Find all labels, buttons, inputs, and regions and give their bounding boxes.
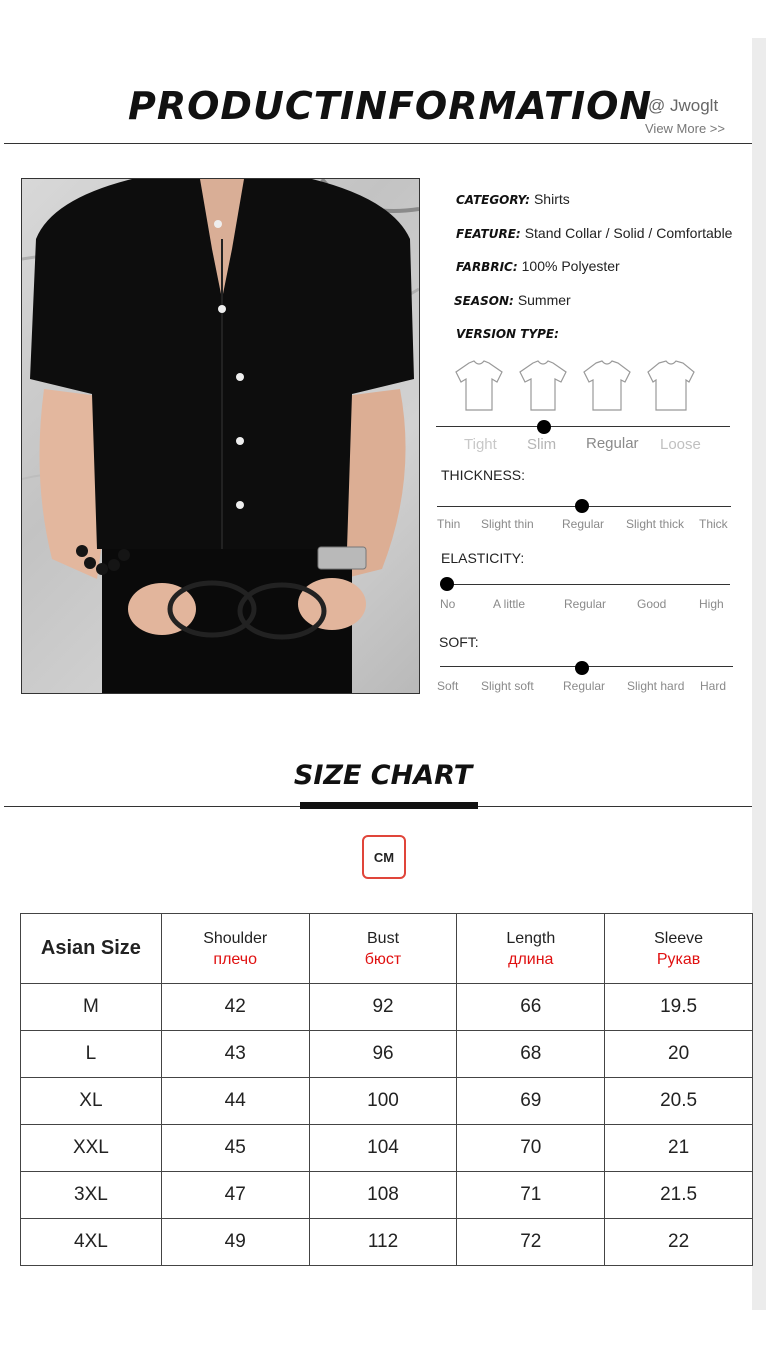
header-length: Length длина [457,914,605,984]
tshirt-icon [646,360,696,417]
tshirt-icon [454,360,504,417]
view-more-link[interactable]: View More >> [645,121,725,136]
bust-cell: 108 [309,1172,457,1219]
tshirt-icon [518,360,568,417]
info-version-type: VERSION TYPE: [456,327,559,341]
sleeve-cell: 20 [605,1031,753,1078]
info-feature: FEATURE: Stand Collar / Solid / Comfortable [456,225,733,241]
soft-option-regular: Regular [563,679,606,693]
length-cell: 68 [457,1031,605,1078]
thickness-option-slight-thick: Slight thick [626,517,685,531]
bust-cell: 96 [309,1031,457,1078]
shoulder-cell: 49 [161,1219,309,1266]
bust-cell: 92 [309,984,457,1031]
size-cell: L [21,1031,162,1078]
elasticity-selected-marker[interactable] [440,577,454,591]
thickness-title: THICKNESS: [441,467,526,483]
thickness-option-regular: Regular [562,517,605,531]
product-photo [21,178,420,694]
header-sleeve: Sleeve Рукав [605,914,753,984]
size-table [20,913,753,1266]
sleeve-cell: 20.5 [605,1078,753,1125]
size-cell: XL [21,1078,162,1125]
version-option-regular: Regular [586,435,639,452]
header-asian-size: Asian Size [21,914,162,984]
bust-cell: 104 [309,1125,457,1172]
sleeve-cell: 21.5 [605,1172,753,1219]
version-option-slim: Slim [527,436,557,453]
elasticity-option-a-little: A little [493,597,526,611]
title-word-information: INFORMATION [340,84,653,128]
elasticity-option-good: Good [637,597,667,611]
size-chart-title: SIZE CHART [293,760,473,791]
version-scale-line [436,426,730,427]
table-row [21,984,753,1031]
elasticity-option-no: No [440,597,456,611]
elasticity-scale-line [440,584,730,585]
soft-option-slight-hard: Slight hard [627,679,685,693]
sleeve-cell: 19.5 [605,984,753,1031]
length-cell: 66 [457,984,605,1031]
shoulder-cell: 47 [161,1172,309,1219]
thickness-selected-marker[interactable] [575,499,589,513]
shoulder-cell: 42 [161,984,309,1031]
soft-title: SOFT: [439,634,479,650]
table-row [21,1031,753,1078]
header-divider [4,143,752,144]
version-selected-marker[interactable] [537,420,551,434]
soft-selected-marker[interactable] [575,661,589,675]
length-cell: 71 [457,1172,605,1219]
table-row [21,1219,753,1266]
info-fabric: FARBRIC: 100% Polyester [456,258,620,274]
bust-cell: 112 [309,1219,457,1266]
size-cell: 4XL [21,1219,162,1266]
table-row [21,1172,753,1219]
info-category: CATEGORY: Shirts [456,191,570,207]
length-cell: 72 [457,1219,605,1266]
shirt-model-image [22,179,419,693]
elasticity-option-high: High [699,597,724,611]
shoulder-cell: 44 [161,1078,309,1125]
elasticity-option-regular: Regular [564,597,607,611]
size-cell: XXL [21,1125,162,1172]
tshirt-icon [582,360,632,417]
sleeve-cell: 21 [605,1125,753,1172]
shoulder-cell: 45 [161,1125,309,1172]
thickness-option-slight-thin: Slight thin [481,517,534,531]
size-cell: M [21,984,162,1031]
header-shoulder: Shoulder плечо [161,914,309,984]
unit-badge[interactable]: CM [362,835,406,879]
soft-option-hard: Hard [700,679,727,693]
title-word-product: PRODUCT [128,84,341,128]
bust-cell: 100 [309,1078,457,1125]
scroll-strip [752,38,766,1310]
version-option-loose: Loose [660,436,701,453]
version-option-tight: Tight [464,436,497,453]
thickness-option-thin: Thin [437,517,461,531]
size-chart-underline [300,802,478,809]
length-cell: 69 [457,1078,605,1125]
info-season: SEASON: Summer [454,292,571,308]
table-header-row [21,914,753,984]
length-cell: 70 [457,1125,605,1172]
table-row [21,1125,753,1172]
thickness-option-thick: Thick [699,517,728,531]
shoulder-cell: 43 [161,1031,309,1078]
brand-name[interactable]: @ Jwoglt [648,96,719,115]
table-row [21,1078,753,1125]
header-bust: Bust бюст [309,914,457,984]
soft-option-slight-soft: Slight soft [481,679,534,693]
size-cell: 3XL [21,1172,162,1219]
elasticity-title: ELASTICITY: [441,550,525,566]
sleeve-cell: 22 [605,1219,753,1266]
soft-option-soft: Soft [437,679,459,693]
